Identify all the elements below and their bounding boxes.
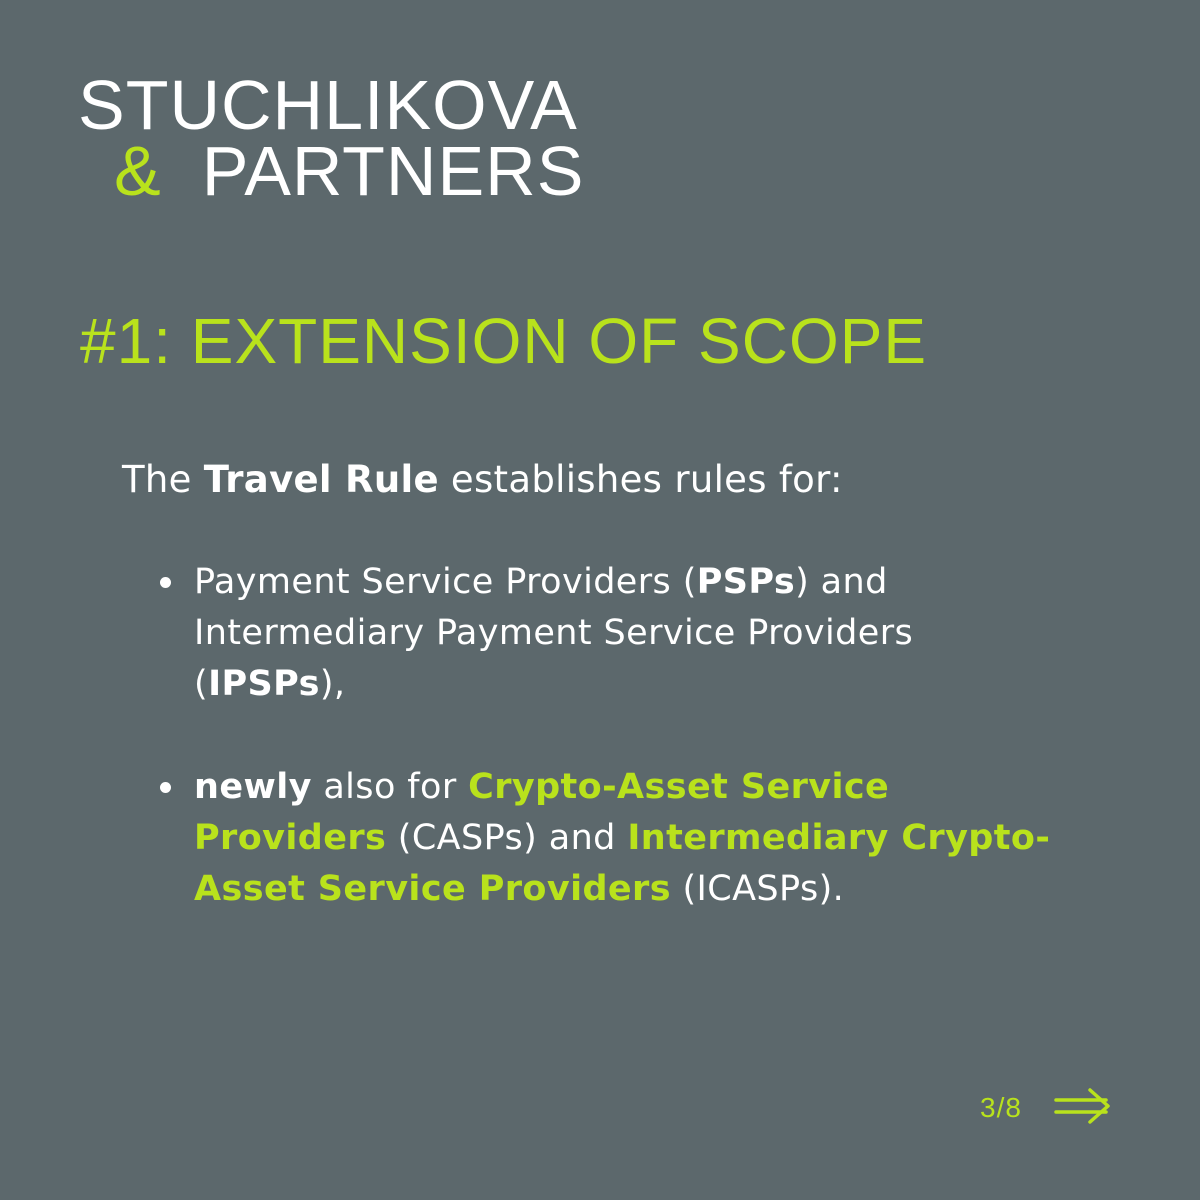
- brand-partners: PARTNERS: [201, 132, 585, 210]
- bullet-accent: Intermediary Crypto-Asset Service Providers: [194, 818, 1051, 909]
- bullet-bold: newly: [194, 767, 312, 807]
- bullet-text: ),: [319, 664, 346, 704]
- bullet-icon: [160, 782, 171, 793]
- intro-bold-term: Travel Rule: [203, 458, 439, 501]
- content-body: [122, 455, 1082, 967]
- bullet-list: [160, 557, 1070, 915]
- bullet-accent: Crypto-Asset Service Providers: [194, 767, 890, 858]
- intro-paragraph: [122, 455, 1082, 505]
- bullet-bold: PSPs: [696, 562, 796, 602]
- brand-name-line1: STUCHLIKOVA: [78, 66, 578, 144]
- bullet-text: Payment Service Providers (: [194, 562, 697, 602]
- pager: [980, 1088, 1112, 1128]
- intro-text-before: The: [122, 458, 204, 501]
- list-item: [160, 557, 1070, 710]
- intro-text-after: establishes rules for:: [438, 458, 843, 501]
- arrow-right-icon[interactable]: [1054, 1088, 1112, 1128]
- brand-ampersand: &: [114, 132, 162, 210]
- brand-logo: [78, 66, 585, 210]
- list-item: [160, 762, 1070, 915]
- section-heading: #1: EXTENSION OF SCOPE: [80, 305, 928, 377]
- bullet-text: (ICASPs).: [670, 869, 845, 909]
- bullet-bold: IPSPs: [208, 664, 320, 704]
- bullet-text: also for: [311, 767, 469, 807]
- bullet-text: ) and Intermediary Payment Service Providers (: [194, 562, 914, 704]
- bullet-text: (CASPs) and: [386, 818, 628, 858]
- bullet-icon: [160, 577, 171, 588]
- brand-name-line2: [78, 132, 585, 210]
- page-indicator: 3/8: [980, 1092, 1022, 1123]
